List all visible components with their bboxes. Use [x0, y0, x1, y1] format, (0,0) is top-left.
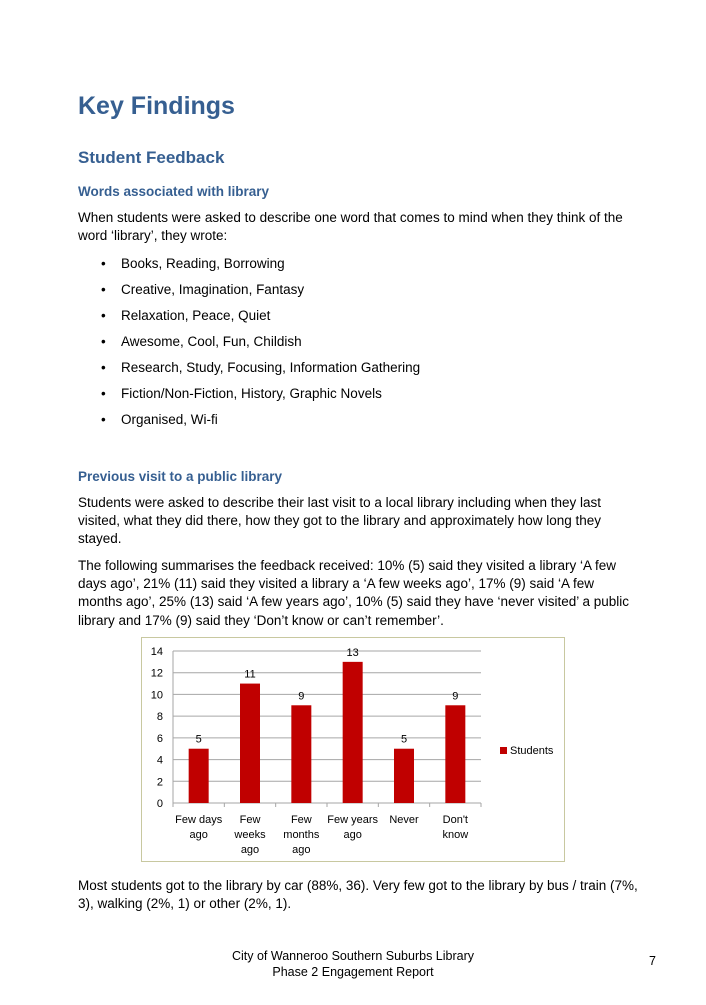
- page-footer: [0, 948, 706, 980]
- bullet-icon: •: [101, 334, 106, 349]
- list-item: • Awesome, Cool, Fun, Childish: [78, 332, 420, 358]
- data-label: 5: [195, 733, 202, 746]
- bar: [445, 705, 465, 803]
- y-tick-label: 14: [150, 646, 163, 658]
- y-tick-label: 0: [156, 798, 163, 810]
- data-label: 11: [244, 668, 256, 681]
- bar-chart: [142, 638, 566, 863]
- visit-paragraph-1: Students were asked to describe their last visit to a local library including when they last visited, what they did there, how they got to the library and approximately how long they stayed.: [78, 495, 602, 547]
- page-number: 7: [649, 954, 656, 968]
- legend-swatch: [500, 747, 507, 754]
- x-tick-label: Don't: [442, 814, 469, 826]
- x-tick-label: weeks: [234, 829, 266, 841]
- transport-paragraph: Most students got to the library by car (88%, 36). Very few got to the library by bus / train (7%, 3), walking (2%, 1) or other (2%, 1).: [78, 878, 638, 912]
- words-intro: When students were asked to describe one word that comes to mind when they think of the word ‘library’, they wrote:: [78, 210, 623, 244]
- bullet-icon: •: [101, 256, 106, 271]
- bar: [343, 662, 363, 803]
- y-tick-label: 4: [156, 754, 163, 767]
- y-tick-label: 8: [156, 711, 163, 724]
- visit-chart: [141, 637, 565, 862]
- list-item: • Organised, Wi-fi: [78, 410, 420, 436]
- footer-line-2: Phase 2 Engagement Report: [272, 965, 434, 979]
- bar: [291, 705, 311, 803]
- x-tick-label: ago: [189, 829, 208, 841]
- data-label: 9: [298, 690, 305, 703]
- bullet-icon: •: [101, 412, 106, 427]
- x-tick-label: Few years: [327, 814, 379, 826]
- bullet-icon: •: [101, 308, 106, 323]
- data-label: 13: [346, 646, 359, 659]
- x-tick-label: ago: [240, 844, 260, 856]
- x-tick-label: months: [283, 829, 320, 841]
- data-label: 5: [400, 733, 408, 746]
- x-tick-label: Few: [290, 814, 312, 826]
- y-tick-label: 6: [156, 732, 163, 745]
- y-tick-label: 12: [150, 667, 163, 680]
- bullet-icon: •: [101, 282, 106, 297]
- x-tick-label: know: [442, 829, 469, 841]
- legend-label: Students: [510, 745, 554, 757]
- bar: [240, 684, 260, 803]
- x-tick-label: Few: [239, 814, 261, 826]
- bullet-icon: •: [101, 360, 106, 375]
- list-item: • Fiction/Non-Fiction, History, Graphic Novels: [78, 384, 420, 410]
- x-tick-label: ago: [343, 829, 362, 841]
- list-item: • Creative, Imagination, Fantasy: [78, 280, 420, 306]
- list-item: • Research, Study, Focusing, Information Gathering: [78, 358, 420, 384]
- section-heading: Student Feedback: [78, 148, 225, 167]
- x-tick-label: Few days: [175, 814, 223, 826]
- y-tick-label: 10: [150, 689, 163, 702]
- words-subheading: Words associated with library: [78, 184, 270, 199]
- bar: [394, 749, 414, 803]
- bullet-icon: •: [101, 386, 106, 401]
- visit-paragraph-2: The following summarises the feedback received: 10% (5) said they visited a library ‘A few days ago’, 21% (11) said they visited a library a ‘A few weeks ago’, 17% (9) said ‘A few months ago’, 25% (13) said ‘A few years ago’, 10% (5) said they have ‘never visited’ a public library and 17% (9) said they ‘Don’t know or can’t remember’.: [78, 558, 630, 628]
- list-item: • Books, Reading, Borrowing: [78, 254, 420, 280]
- y-tick-label: 2: [156, 776, 163, 789]
- list-item: • Relaxation, Peace, Quiet: [78, 306, 420, 332]
- bar: [189, 749, 209, 803]
- footer-line-1: City of Wanneroo Southern Suburbs Library: [231, 949, 475, 963]
- word-list: [78, 254, 420, 436]
- x-tick-label: ago: [292, 844, 311, 856]
- x-tick-label: Never: [389, 814, 419, 826]
- visit-subheading: Previous visit to a public library: [78, 469, 283, 484]
- data-label: 9: [452, 690, 459, 703]
- page-title: Key Findings: [78, 92, 235, 120]
